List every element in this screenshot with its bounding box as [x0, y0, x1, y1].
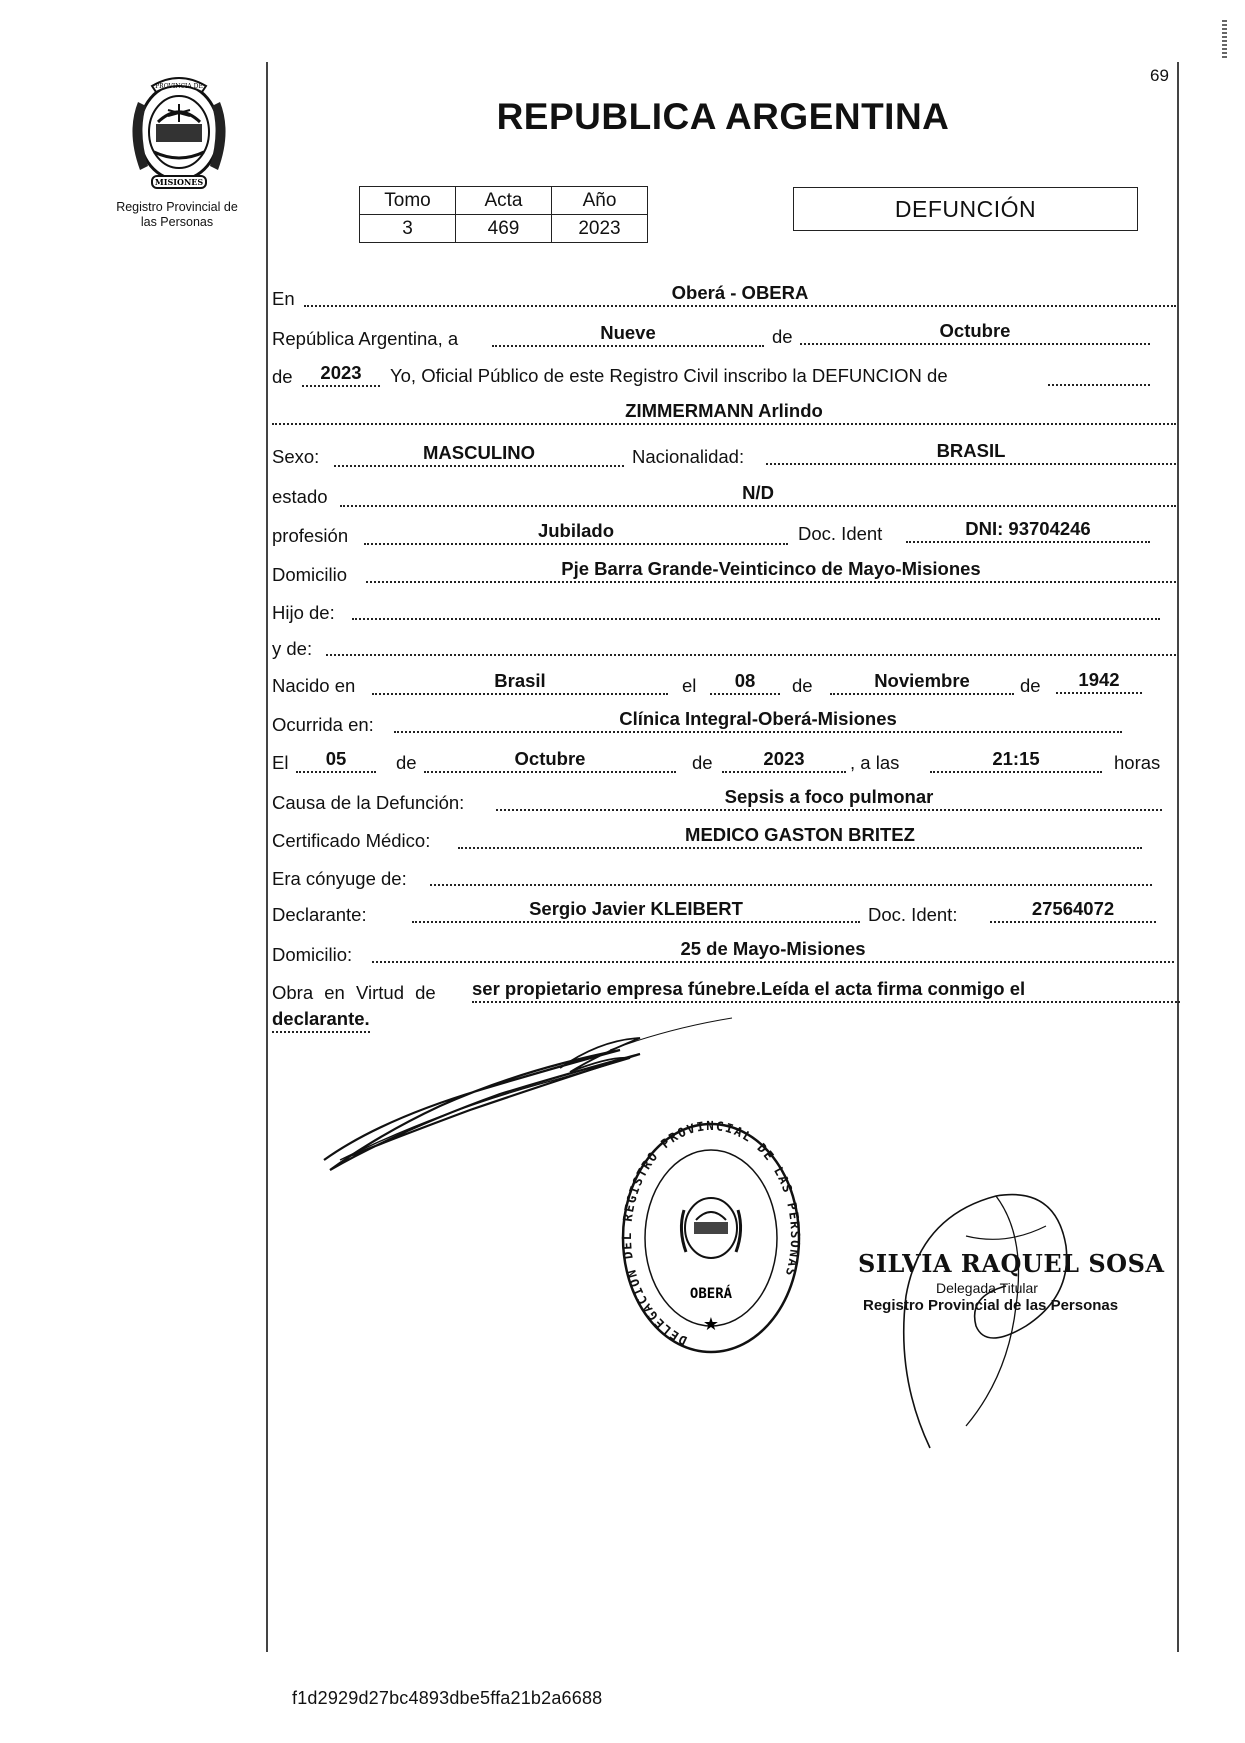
- domicilio-label: Domicilio: [272, 564, 348, 585]
- hijo-label: Hijo de:: [272, 602, 335, 623]
- official-role: Delegada Titular: [936, 1280, 1038, 1296]
- document-type-box: DEFUNCIÓN: [793, 187, 1138, 231]
- nacionalidad-value: BRASIL: [766, 440, 1176, 465]
- stamp-emblem-icon: [681, 1198, 740, 1258]
- right-border-line: [1177, 62, 1179, 1652]
- nac-mes-value: Noviembre: [830, 670, 1014, 695]
- ocurrida-label: Ocurrida en:: [272, 714, 374, 735]
- def-mes-value: Octubre: [424, 748, 676, 773]
- causa-value: Sepsis a foco pulmonar: [496, 786, 1162, 811]
- official-name: SILVIA RAQUEL SOSA: [858, 1249, 1165, 1278]
- reference-header-row: [360, 187, 648, 215]
- stamp-center-text: OBERÁ: [689, 1286, 733, 1302]
- stamp-ring-text: DELEGACION DEL REGISTRO PROVINCIAL DE LAS PERSONAS: [619, 1120, 804, 1349]
- sexo-value: MASCULINO: [334, 442, 624, 467]
- domicilio2-value: 25 de Mayo-Misiones: [372, 938, 1174, 963]
- nac-anio-value: 1942: [1056, 669, 1142, 694]
- de-label-3: de: [792, 675, 813, 696]
- nacido-label: Nacido en: [272, 675, 356, 696]
- page-number: 69: [1150, 66, 1169, 85]
- emblem-text-top: PROVINCIA DE: [155, 83, 203, 90]
- el2-label: El: [272, 752, 289, 773]
- left-border-line: [266, 62, 268, 1652]
- obra-value-line2: declarante.: [272, 1008, 370, 1033]
- nacionalidad-label: Nacionalidad:: [632, 446, 745, 467]
- hijo-blank: [352, 598, 1160, 620]
- stamp-star-icon: ★: [702, 1314, 720, 1334]
- obra-value-line1: ser propietario empresa fúnebre.Leída el acta firma conmigo el: [472, 978, 1180, 1003]
- en-label: En: [272, 288, 295, 309]
- conyuge-blank: [430, 864, 1152, 886]
- anio-inscripcion-value: 2023: [302, 362, 380, 387]
- doc-ident-label: Doc. Ident: [798, 523, 883, 544]
- certificado-label: Certificado Médico:: [272, 830, 431, 851]
- def-anio-value: 2023: [722, 748, 846, 773]
- official-signature: [876, 1176, 1116, 1466]
- margin-mark: [1222, 20, 1227, 58]
- declarante-value: Sergio Javier KLEIBERT: [412, 898, 860, 923]
- nombre-value: ZIMMERMANN Arlindo: [272, 400, 1176, 425]
- lugar-value: Oberá - OBERA: [304, 282, 1176, 307]
- causa-label: Causa de la Defunción:: [272, 792, 465, 813]
- document-hash: f1d2929d27bc4893dbe5ffa21b2a6688: [292, 1688, 603, 1708]
- certificado-value: MEDICO GASTON BRITEZ: [458, 824, 1142, 849]
- profesion-label: profesión: [272, 525, 349, 546]
- de-label-6: de: [692, 752, 713, 773]
- tomo-header: Tomo: [360, 187, 456, 215]
- acta-value: 469: [456, 215, 552, 243]
- republica-label: República Argentina, a: [272, 328, 459, 349]
- mes-value: Octubre: [800, 320, 1150, 345]
- official-org: Registro Provincial de las Personas: [863, 1297, 1119, 1314]
- domicilio-value: Pje Barra Grande-Veinticinco de Mayo-Misiones: [366, 558, 1176, 583]
- nacido-value: Brasil: [372, 670, 668, 695]
- horas-label: horas: [1114, 752, 1161, 773]
- def-hora-value: 21:15: [930, 748, 1102, 773]
- emblem-caption-line1: Registro Provincial de: [116, 200, 238, 214]
- page-title: REPUBLICA ARGENTINA: [496, 96, 950, 137]
- yde-label: y de:: [272, 638, 313, 659]
- acta-header: Acta: [456, 187, 552, 215]
- el-label: el: [682, 675, 697, 696]
- registry-stamp: [618, 1120, 804, 1356]
- def-dia-value: 05: [296, 748, 376, 773]
- reference-value-row: [360, 215, 648, 243]
- inscribo-text: Yo, Oficial Público de este Registro Civil inscribo la DEFUNCION de: [390, 365, 948, 386]
- de-label-5: de: [396, 752, 417, 773]
- declarante-label: Declarante:: [272, 904, 367, 925]
- de-label-1: de: [772, 326, 793, 347]
- conyuge-label: Era cónyuge de:: [272, 868, 407, 889]
- de-label-2: de: [272, 366, 293, 387]
- profesion-value: Jubilado: [364, 520, 788, 545]
- reference-table: [359, 186, 648, 243]
- doc-ident2-value: 27564072: [990, 898, 1156, 923]
- doc-ident2-label: Doc. Ident:: [868, 904, 958, 925]
- anio-value: 2023: [552, 215, 648, 243]
- emblem-caption: [92, 200, 262, 230]
- nac-dia-value: 08: [710, 670, 780, 695]
- estado-value: N/D: [340, 482, 1176, 507]
- doc-ident-value: DNI: 93704246: [906, 518, 1150, 543]
- domicilio2-label: Domicilio:: [272, 944, 353, 965]
- estado-label: estado: [272, 486, 328, 507]
- de-label-4: de: [1020, 675, 1041, 696]
- alas-label: , a las: [850, 752, 900, 773]
- inscribo-blank: [1048, 364, 1150, 386]
- official-signature-block: [858, 1249, 1165, 1314]
- ocurrida-value: Clínica Integral-Oberá-Misiones: [394, 708, 1122, 733]
- yde-blank: [326, 634, 1176, 656]
- emblem-caption-line2: las Personas: [140, 215, 214, 229]
- sexo-label: Sexo:: [272, 446, 320, 467]
- obra-label: Obra en Virtud de: [272, 982, 436, 1003]
- emblem-text-bottom: MISIONES: [154, 177, 204, 187]
- province-emblem-icon: [118, 72, 240, 190]
- tomo-value: 3: [360, 215, 456, 243]
- anio-header: Año: [552, 187, 648, 215]
- dia-value: Nueve: [492, 322, 764, 347]
